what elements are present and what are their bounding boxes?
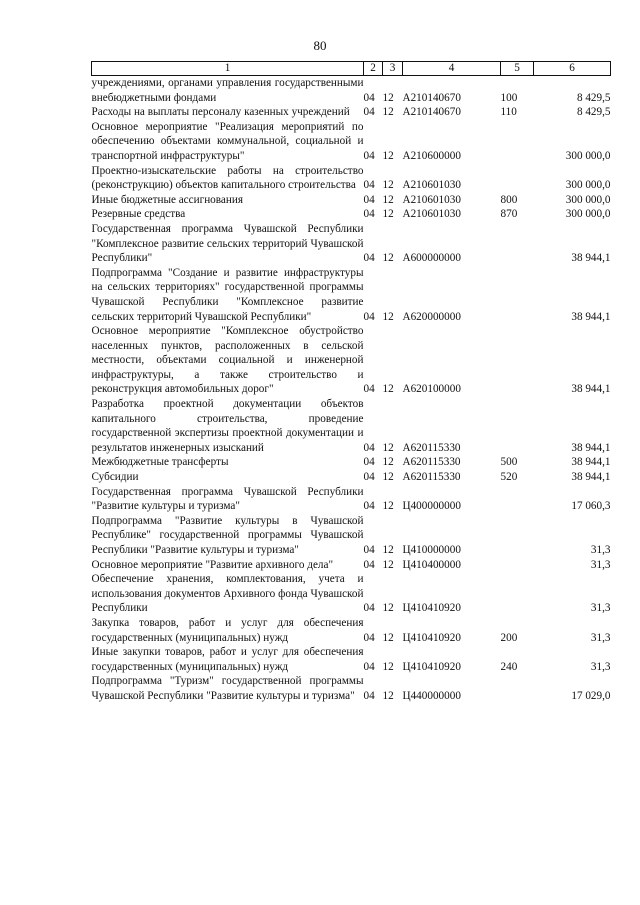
row-expense-type: 870	[500, 208, 518, 221]
row-amount: 38 944,1	[571, 383, 611, 396]
row-target-code: А620115330	[402, 456, 461, 469]
header-col-5: 5	[501, 62, 534, 76]
row-section: 04	[363, 383, 375, 396]
row-name: Основное мероприятие "Реализация мероприятий по обеспечению объектами коммунальной, социальной и транспортной инфраструктуры"	[91, 120, 364, 162]
row-amount: 31,3	[590, 544, 611, 556]
row-target-code: А620100000	[402, 383, 461, 396]
row-section: 04	[363, 558, 375, 571]
row-section: 04	[363, 91, 375, 104]
row-expense-type	[501, 514, 534, 558]
row-name: Государственная программа Чувашской Республики "Развитие культуры и туризма"	[91, 485, 364, 513]
table-row	[92, 485, 611, 514]
row-target-code: А600000000	[402, 252, 461, 265]
row-expense-type	[501, 485, 534, 514]
row-target-code: А620115330	[402, 471, 461, 484]
row-section: 04	[363, 602, 375, 615]
row-amount: 300 000,0	[565, 179, 611, 192]
row-expense-type: 800	[500, 193, 518, 206]
row-name: Разработка проектной документации объектов капитального строительства, проведение государственной экспертизы проектной документации и результатов инженерных изысканий	[91, 398, 364, 454]
budget-table	[91, 61, 611, 704]
row-subsection: 12	[382, 660, 394, 673]
row-section: 04	[363, 544, 375, 556]
row-expense-type	[501, 222, 534, 266]
row-subsection: 12	[382, 252, 394, 265]
row-amount: 38 944,1	[571, 441, 611, 454]
row-target-code: А620000000	[402, 310, 461, 323]
row-target-code: Ц410410920	[402, 660, 461, 673]
row-expense-type: 200	[500, 631, 518, 644]
row-expense-type: 240	[500, 660, 518, 673]
row-expense-type	[501, 164, 534, 193]
row-expense-type	[501, 572, 534, 616]
row-subsection: 12	[382, 602, 394, 615]
row-name: Обеспечение хранения, комплектования, учета и использования документов Архивного фонда Чувашской Республики	[91, 573, 364, 615]
row-amount: 300 000,0	[565, 193, 611, 206]
row-amount: 300 000,0	[565, 149, 611, 162]
row-section: 04	[363, 179, 375, 192]
row-subsection: 12	[382, 500, 394, 513]
row-expense-type: 100	[500, 91, 518, 104]
row-amount: 300 000,0	[565, 208, 611, 221]
header-col-6: 6	[534, 62, 611, 76]
row-subsection: 12	[382, 544, 394, 556]
row-name: Иные бюджетные ассигнования	[91, 193, 243, 206]
row-name: Расходы на выплаты персоналу казенных учреждений	[91, 106, 350, 119]
row-expense-type	[501, 324, 534, 397]
table-row	[92, 470, 611, 485]
table-row	[92, 76, 611, 106]
row-section: 04	[363, 106, 375, 119]
table-row	[92, 616, 611, 645]
row-name: Проектно-изыскательские работы на строительство (реконструкцию) объектов капитального строительства	[91, 164, 364, 192]
row-name: Межбюджетные трансферты	[91, 456, 229, 469]
row-subsection: 12	[382, 689, 394, 702]
row-amount: 31,3	[590, 602, 611, 615]
row-amount: 31,3	[590, 631, 611, 644]
row-section: 04	[363, 500, 375, 513]
row-subsection: 12	[382, 441, 394, 454]
row-subsection: 12	[382, 558, 394, 571]
row-subsection: 12	[382, 383, 394, 396]
table-row	[92, 455, 611, 470]
table-row	[92, 558, 611, 573]
row-name: Подпрограмма "Развитие культуры в Чувашской Республике" государственной программы Чувашской Республики "Развитие культуры и туризма"	[91, 514, 364, 556]
row-section: 04	[363, 689, 375, 702]
row-section: 04	[363, 149, 375, 162]
row-section: 04	[363, 208, 375, 221]
row-subsection: 12	[382, 91, 394, 104]
row-expense-type: 500	[500, 456, 518, 469]
row-target-code: А210601030	[402, 179, 461, 192]
row-target-code: Ц400000000	[402, 500, 461, 513]
row-target-code: Ц410410920	[402, 602, 461, 615]
row-section: 04	[363, 660, 375, 673]
row-target-code: А210140670	[402, 106, 461, 119]
row-expense-type: 110	[500, 106, 517, 119]
row-target-code: Ц440000000	[402, 689, 461, 702]
row-target-code: А620115330	[402, 441, 461, 454]
row-subsection: 12	[382, 149, 394, 162]
row-subsection: 12	[382, 193, 394, 206]
row-expense-type	[501, 397, 534, 455]
row-expense-type	[501, 558, 534, 573]
table-row	[92, 324, 611, 397]
row-subsection: 12	[382, 456, 394, 469]
header-col-1: 1	[92, 62, 364, 76]
row-amount: 31,3	[590, 660, 611, 673]
header-col-4: 4	[403, 62, 501, 76]
row-amount: 38 944,1	[571, 471, 611, 484]
row-subsection: 12	[382, 208, 394, 221]
row-name: Основное мероприятие "Развитие архивного дела"	[91, 558, 334, 571]
row-subsection: 12	[382, 471, 394, 484]
row-name: Резервные средства	[91, 208, 186, 221]
row-name: Основное мероприятие "Комплексное обустройство населенных пунктов, расположенных в сельской местности, объектами социальной и инженерной инфраструктуры, а также строительство и реконструкция автомобильных дорог"	[91, 325, 364, 396]
table-row	[92, 514, 611, 558]
row-subsection: 12	[382, 106, 394, 119]
table-row	[92, 674, 611, 703]
row-name: Субсидии	[91, 471, 139, 484]
row-name: учреждениями, органами управления государственными внебюджетными фондами	[91, 77, 364, 104]
row-name: Государственная программа Чувашской Республики "Комплексное развитие сельских территорий Чувашской Республики"	[91, 222, 364, 265]
row-name: Подпрограмма "Туризм" государственной программы Чувашской Республики "Развитие культуры и туризма"	[91, 675, 364, 702]
row-section: 04	[363, 441, 375, 454]
row-section: 04	[363, 456, 375, 469]
row-target-code: А210600000	[402, 149, 461, 162]
row-amount: 38 944,1	[571, 310, 611, 323]
table-row	[92, 222, 611, 266]
row-subsection: 12	[382, 310, 394, 323]
row-name: Подпрограмма "Создание и развитие инфраструктуры на сельских территориях" государственной программы Чувашской Республики "Комплексное развитие сельских территорий Чувашской Республики"	[91, 266, 364, 323]
row-target-code: А210601030	[402, 208, 461, 221]
row-target-code: Ц410000000	[402, 544, 461, 556]
row-target-code: А210601030	[402, 193, 461, 206]
row-section: 04	[363, 252, 375, 265]
row-amount: 17 060,3	[571, 500, 611, 513]
row-amount: 8 429,5	[576, 91, 611, 104]
row-amount: 38 944,1	[571, 456, 611, 469]
table-row	[92, 193, 611, 208]
header-col-2: 2	[364, 62, 383, 76]
row-target-code: Ц410410920	[402, 631, 461, 644]
row-section: 04	[363, 471, 375, 484]
row-amount: 38 944,1	[571, 252, 611, 265]
table-row	[92, 105, 611, 120]
row-expense-type	[501, 120, 534, 164]
header-col-3: 3	[383, 62, 403, 76]
table-body	[92, 76, 611, 704]
row-name: Закупка товаров, работ и услуг для обеспечения государственных (муниципальных) нужд	[91, 616, 364, 644]
row-name: Иные закупки товаров, работ и услуг для обеспечения государственных (муниципальных) нужд	[91, 646, 364, 673]
table-row	[92, 164, 611, 193]
row-target-code: А210140670	[402, 91, 461, 104]
table-row	[92, 397, 611, 455]
page-number: 80	[313, 38, 327, 53]
row-section: 04	[363, 310, 375, 323]
table-row	[92, 266, 611, 324]
row-expense-type	[501, 266, 534, 324]
row-section: 04	[363, 193, 375, 206]
table-header-row	[92, 62, 611, 76]
row-expense-type	[501, 674, 534, 703]
table-row	[92, 207, 611, 222]
row-target-code: Ц410400000	[402, 558, 461, 571]
row-section: 04	[363, 631, 375, 644]
row-amount: 17 029,0	[571, 689, 611, 702]
row-subsection: 12	[382, 179, 394, 192]
row-amount: 31,3	[590, 558, 611, 571]
table-row	[92, 120, 611, 164]
table-row	[92, 572, 611, 616]
row-subsection: 12	[382, 631, 394, 644]
table-row	[92, 645, 611, 674]
row-amount: 8 429,5	[576, 106, 611, 119]
row-expense-type: 520	[500, 471, 518, 484]
